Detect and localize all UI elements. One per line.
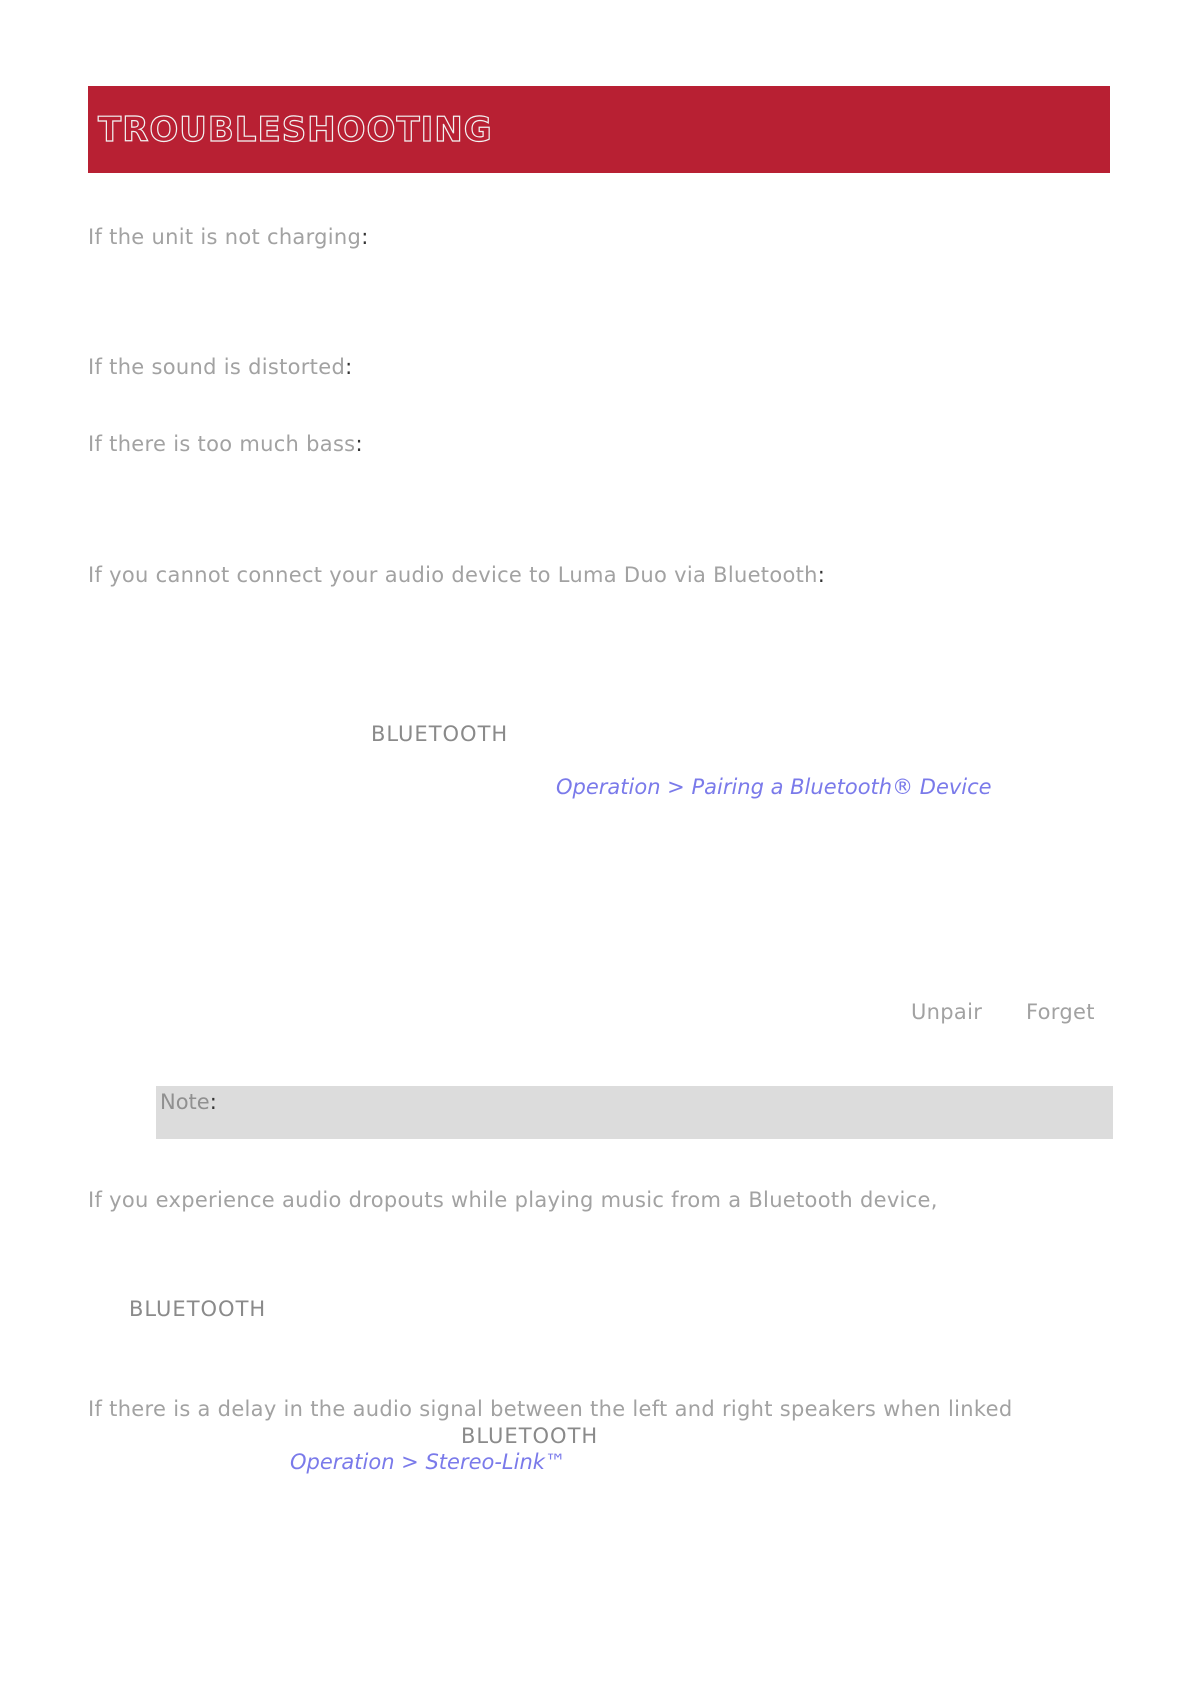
note-label-text: Note [160,1090,210,1114]
bluetooth-label: BLUETOOTH [371,722,509,746]
section-heading-bass [88,432,363,456]
section-heading-dropouts: If you experience audio dropouts while playing music from a Bluetooth device, [88,1188,938,1212]
bluetooth-label: BLUETOOTH [129,1297,267,1321]
bluetooth-label: BLUETOOTH [461,1424,599,1448]
heading-colon: : [345,355,353,379]
heading-colon: : [817,563,826,587]
forget-label: Forget [1026,1000,1095,1024]
section-heading-distorted-text: If the sound is distorted [88,355,346,379]
note-box [156,1086,1113,1139]
stereo-link-link[interactable]: Operation > Stereo-Link™ [290,1450,566,1474]
page-title: TROUBLESHOOTING [98,110,493,150]
pairing-link[interactable]: Operation > Pairing a Bluetooth® Device [556,775,992,799]
section-heading-charging-text: If the unit is not charging [88,225,362,249]
section-heading-connect-text: If you cannot connect your audio device to Luma Duo via Bluetooth [88,563,818,587]
section-heading-connect [88,563,825,587]
section-heading-delay: If there is a delay in the audio signal between the left and right speakers when linked [88,1397,1013,1421]
section-heading-bass-text: If there is too much bass [88,432,356,456]
heading-colon: : [361,225,369,249]
section-heading-distorted [88,355,352,379]
unpair-label: Unpair [911,1000,983,1024]
note-colon: : [209,1090,217,1114]
note-label [160,1090,217,1114]
section-heading-charging [88,225,369,249]
header-banner [88,86,1110,173]
heading-colon: : [355,432,363,456]
